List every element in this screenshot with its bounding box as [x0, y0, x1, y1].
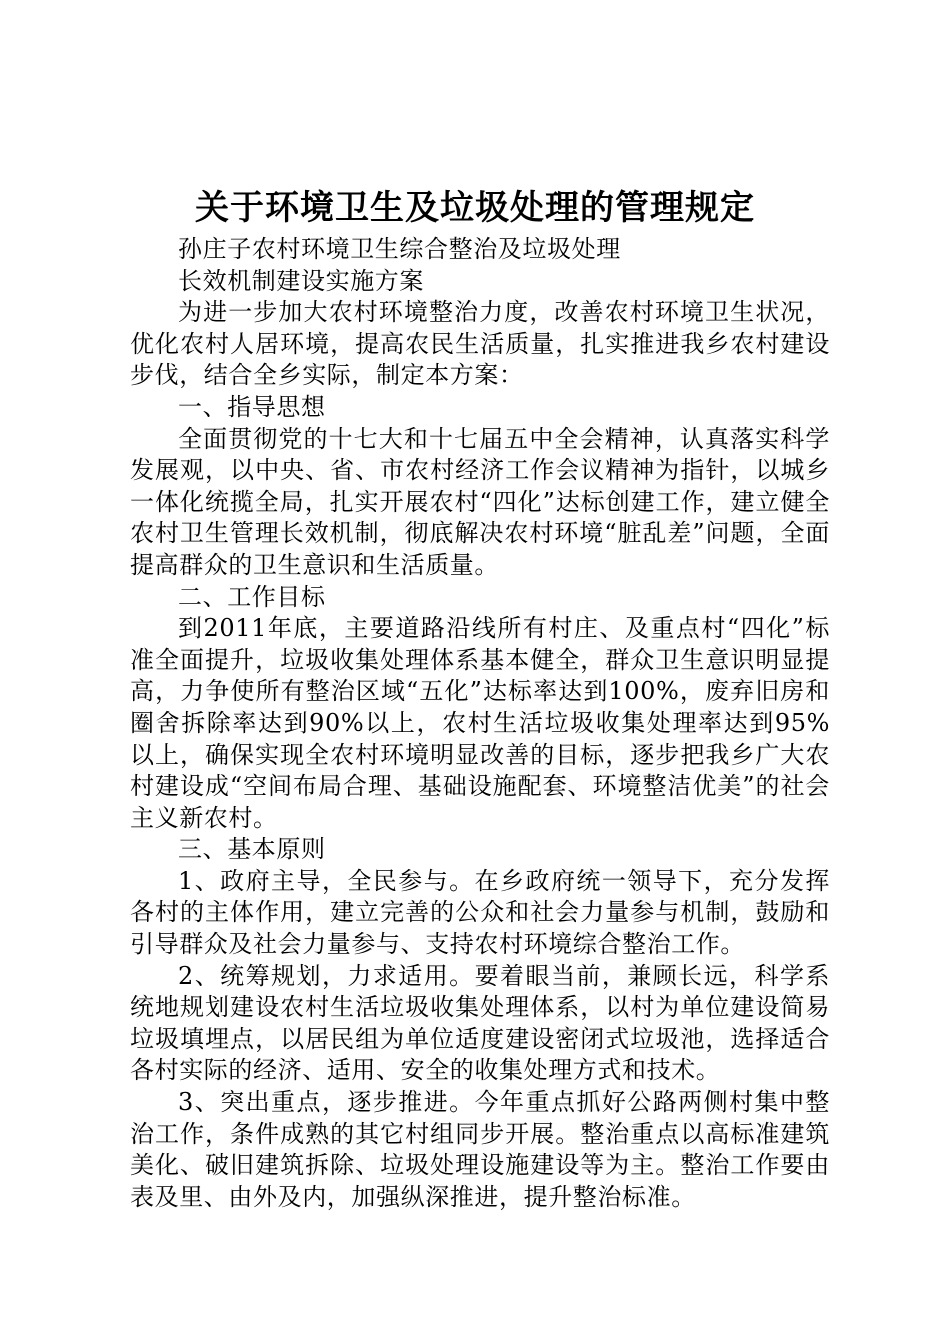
section-paragraph-1: 全面贯彻党的十七大和十七届五中全会精神，认真落实科学发展观，以中央、省、市农村经济工作会议精神为指针，以城乡一体化统揽全局，扎实开展农村“四化”达标创建工作，建立健全农村卫生管理长效机制，彻底解决农村环境“脏乱差”问题，全面提高群众的卫生意识和生活质量。	[130, 424, 830, 579]
document-title: 关于环境卫生及垃圾处理的管理规定	[195, 188, 755, 228]
intro-paragraph: 为进一步加大农村环境整治力度，改善农村环境卫生状况，优化农村人居环境，提高农民生活质量，扎实推进我乡农村建设步伐，结合全乡实际，制定本方案：	[130, 298, 830, 390]
subtitle-line-2: 长效机制建设实施方案	[178, 266, 424, 295]
subtitle-line-1: 孙庄子农村环境卫生综合整治及垃圾处理	[178, 235, 621, 263]
document-body	[130, 234, 830, 1213]
section-heading-2: 二、工作目标	[178, 582, 326, 611]
principle-paragraph-3: 3、突出重点，逐步推进。今年重点抓好公路两侧村集中整治工作，条件成熟的其它村组同步开展。整治重点以高标准建筑美化、破旧建筑拆除、垃圾处理设施建设等为主。整治工作要由表及里、由外及内，加强纵深推进，提升整治标准。	[130, 1088, 830, 1211]
section-heading-1: 一、指导思想	[178, 392, 326, 421]
section-heading-3: 三、基本原则	[178, 835, 326, 864]
section-paragraph-2: 到2011年底，主要道路沿线所有村庄、及重点村“四化”标准全面提升，垃圾收集处理体系基本健全，群众卫生意识明显提高，力争使所有整治区域“五化”达标率达到100%，废弃旧房和圈舍拆除率达到90%以上，农村生活垃圾收集处理率达到95%以上，确保实现全农村环境明显改善的目标，逐步把我乡广大农村建设成“空间布局合理、基础设施配套、环境整洁优美”的社会主义新农村。	[130, 614, 830, 832]
principle-paragraph-2: 2、统筹规划，力求适用。要着眼当前，兼顾长远，科学系统地规划建设农村生活垃圾收集处理体系，以村为单位建设简易垃圾填埋点，以居民组为单位适度建设密闭式垃圾池，选择适合各村实际的经济、适用、安全的收集处理方式和技术。	[130, 961, 830, 1085]
principle-paragraph-1: 1、政府主导，全民参与。在乡政府统一领导下，充分发挥各村的主体作用，建立完善的公众和社会力量参与机制，鼓励和引导群众及社会力量参与、支持农村环境综合整治工作。	[130, 866, 830, 959]
